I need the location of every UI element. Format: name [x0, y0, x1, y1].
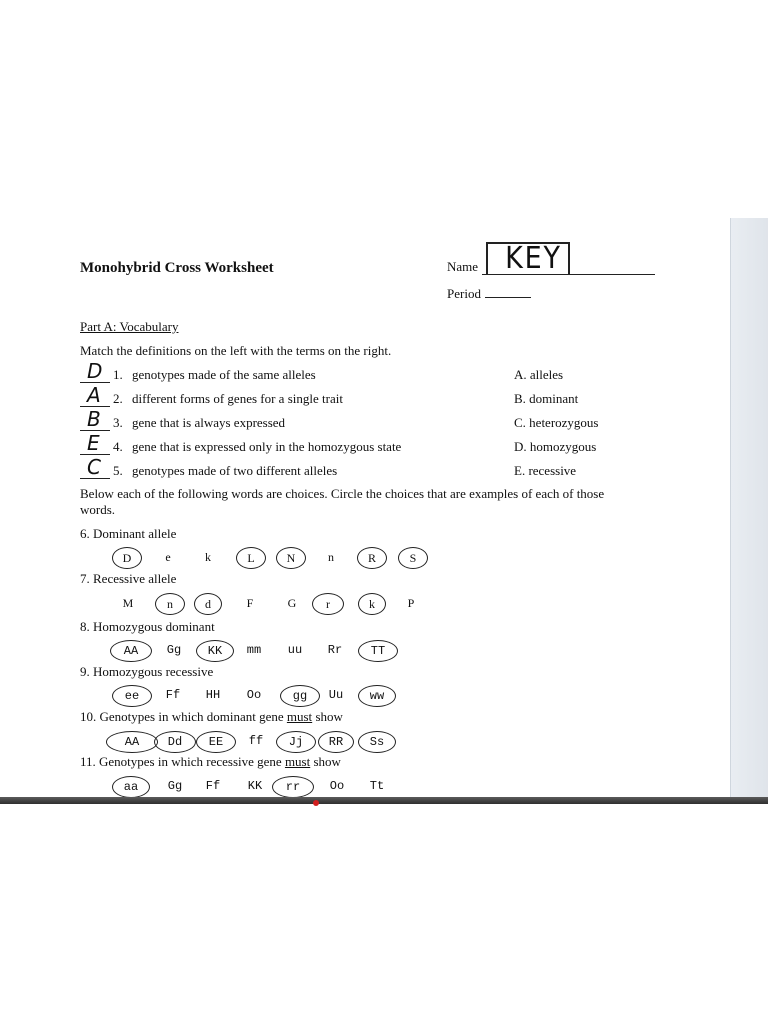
- definition-number: 2.: [113, 391, 123, 406]
- choice: HH: [205, 688, 221, 702]
- choice: N: [276, 547, 306, 569]
- question-6-label: 6. Dominant allele: [80, 526, 177, 541]
- definition-row: [80, 359, 680, 387]
- definition-row: [80, 407, 680, 435]
- handwritten-answer: D: [87, 359, 103, 383]
- choice: k: [205, 550, 211, 564]
- choice: G: [287, 596, 297, 610]
- video-progress-bar[interactable]: [0, 797, 768, 804]
- question-9-label: 9. Homozygous recessive: [80, 664, 214, 679]
- question-7-label: 7. Recessive allele: [80, 571, 177, 586]
- choice: Jj: [276, 731, 316, 753]
- question-10-text-end: show: [312, 709, 343, 724]
- choice: uu: [287, 643, 303, 657]
- term: C. heterozygous: [514, 415, 599, 430]
- choice: r: [312, 593, 344, 615]
- choice: Ff: [165, 688, 181, 702]
- choice: Oo: [329, 779, 345, 793]
- choice: Dd: [154, 731, 196, 753]
- definition-row: [80, 455, 680, 483]
- name-line: [482, 274, 655, 275]
- period-line: [485, 297, 531, 298]
- period-field: [447, 286, 531, 302]
- must-underlined: must: [284, 754, 311, 769]
- choice: D: [112, 547, 142, 569]
- handwritten-answer: B: [87, 407, 101, 431]
- choice: Ff: [205, 779, 221, 793]
- term: D. homozygous: [514, 439, 597, 454]
- choice: Ss: [358, 731, 396, 753]
- question-11-text: 11. Genotypes in which recessive gene: [80, 754, 285, 769]
- instructions: Match the definitions on the left with the terms on the right.: [80, 343, 392, 358]
- question-11-text-end: show: [310, 754, 341, 769]
- name-handwritten: KEY: [505, 241, 562, 276]
- question-8-label: 8. Homozygous dominant: [80, 619, 215, 634]
- choice: Gg: [167, 779, 183, 793]
- definition-number: 4.: [113, 439, 123, 454]
- term: B. dominant: [514, 391, 579, 406]
- choice: KK: [247, 779, 263, 793]
- worksheet-page: [0, 218, 730, 797]
- choice: mm: [246, 643, 262, 657]
- term: A. alleles: [514, 367, 564, 382]
- choice: ff: [248, 734, 264, 748]
- handwritten-answer: C: [87, 455, 101, 479]
- choice: k: [358, 593, 386, 615]
- name-label: Name: [447, 259, 479, 274]
- definition-text: gene that is always expressed: [132, 415, 286, 430]
- handwritten-answer: A: [87, 383, 101, 407]
- choice: gg: [280, 685, 320, 707]
- definition-text: different forms of genes for a single trait: [132, 391, 343, 406]
- choice: Gg: [166, 643, 182, 657]
- definition-number: 1.: [113, 367, 123, 382]
- choice: KK: [196, 640, 234, 662]
- must-underlined: must: [286, 709, 313, 724]
- choice: n: [155, 593, 185, 615]
- choice: TT: [358, 640, 398, 662]
- choice: Oo: [246, 688, 262, 702]
- choice: d: [194, 593, 222, 615]
- term: E. recessive: [514, 463, 577, 478]
- choice: e: [165, 550, 171, 564]
- choice: S: [398, 547, 428, 569]
- choice: aa: [112, 776, 150, 798]
- choice: ee: [112, 685, 152, 707]
- choice: R: [357, 547, 387, 569]
- period-label: Period: [447, 286, 481, 301]
- worksheet-title: Monohybrid Cross Worksheet: [80, 260, 274, 276]
- definition-row: [80, 383, 680, 411]
- definition-row: [80, 431, 680, 459]
- question-11-label: [80, 754, 341, 770]
- part-a-heading: Part A: Vocabulary: [80, 319, 179, 334]
- choice: AA: [110, 640, 152, 662]
- choice: ww: [358, 685, 396, 707]
- choice: n: [328, 550, 334, 564]
- choice: Uu: [328, 688, 344, 702]
- question-10-label: [80, 709, 343, 725]
- choice: P: [407, 596, 415, 610]
- choice: L: [236, 547, 266, 569]
- choice: RR: [318, 731, 354, 753]
- choice: Rr: [327, 643, 343, 657]
- question-10-text: 10. Genotypes in which dominant gene: [80, 709, 287, 724]
- viewer-side-strip: [730, 218, 768, 798]
- progress-handle[interactable]: [313, 800, 319, 806]
- definition-text: gene that is expressed only in the homozygous state: [132, 439, 402, 454]
- choice: Tt: [369, 779, 385, 793]
- choice: M: [122, 596, 134, 610]
- definition-number: 3.: [113, 415, 123, 430]
- choice: rr: [272, 776, 314, 798]
- handwritten-answer: E: [87, 431, 100, 455]
- definition-text: genotypes made of two different alleles: [132, 463, 338, 478]
- circle-instructions: Below each of the following words are choices. Circle the choices that are examples of each of those words.: [80, 486, 605, 517]
- choice: F: [246, 596, 254, 610]
- definition-number: 5.: [113, 463, 123, 478]
- choice: EE: [196, 731, 236, 753]
- choice: AA: [106, 731, 158, 753]
- definition-text: genotypes made of the same alleles: [132, 367, 316, 382]
